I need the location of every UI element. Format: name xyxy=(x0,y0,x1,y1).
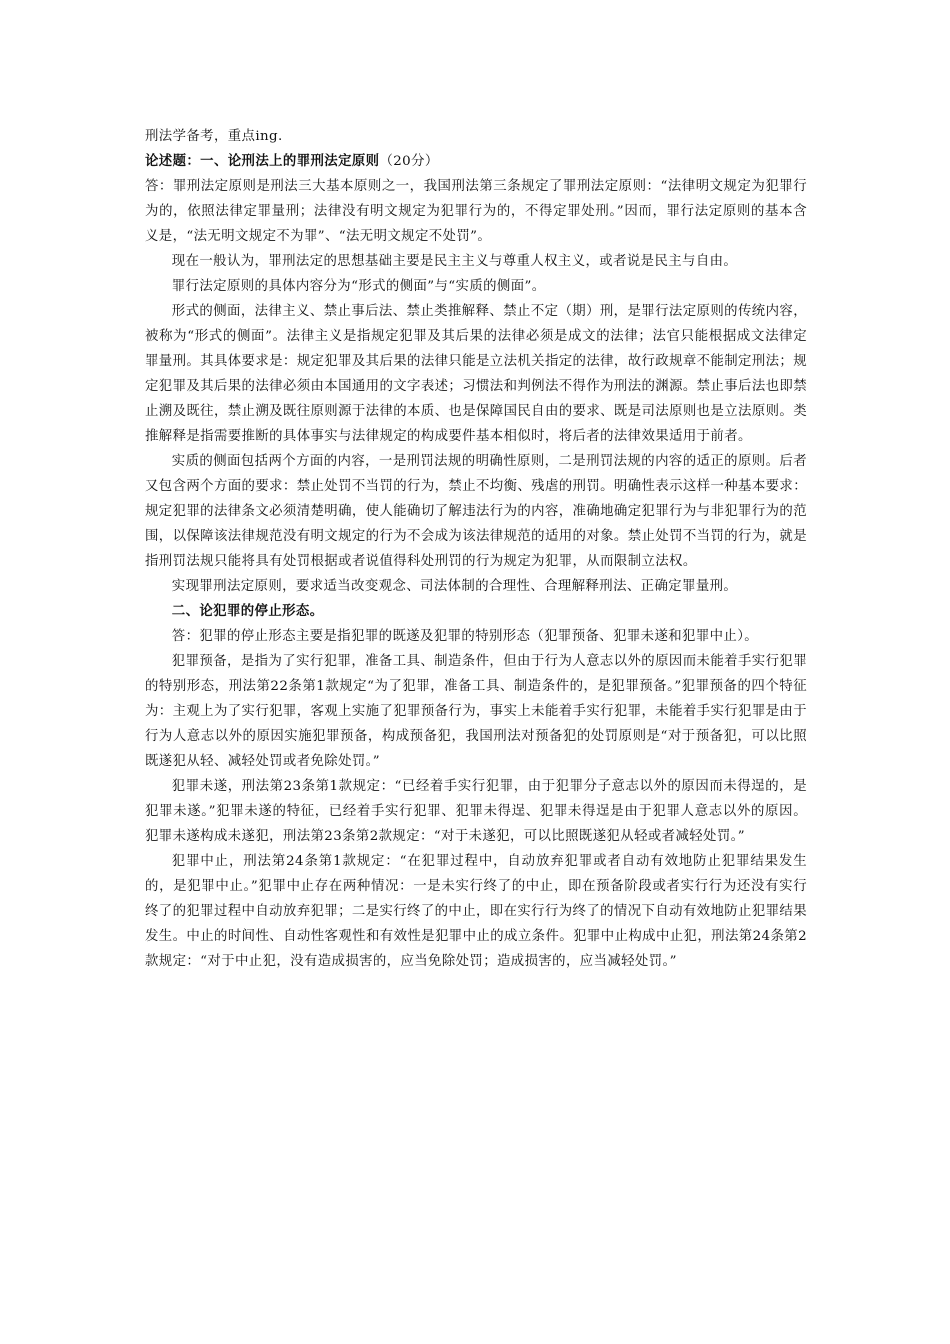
q2-paragraph: 犯罪未遂，刑法第23条第1款规定：“已经着手实行犯罪，由于犯罪分子意志以外的原因而未得逞的，是犯罪未遂。”犯罪未遂的特征，已经着手实行犯罪、犯罪未得逞、犯罪未得逞是由于犯罪人意志以外的原因。犯罪未遂构成未遂犯，刑法第23条第2款规定：“对于未遂犯，可以比照既遂犯从轻或者减轻处罚。” xyxy=(145,779,807,844)
q2-title: 二、论犯罪的停止形态。 xyxy=(171,603,324,619)
document-page xyxy=(145,124,807,974)
q1-paragraph: 实现罪刑法定原则，要求适当改变观念、司法体制的合理性、合理解释刑法、正确定罪量刑。 xyxy=(171,579,738,594)
q2-answer-paragraph: 答：犯罪的停止形态主要是指犯罪的既遂及犯罪的特别形态（犯罪预备、犯罪未遂和犯罪中止）。 xyxy=(171,629,759,644)
q1-heading xyxy=(145,149,807,174)
q1-paragraph: 现在一般认为，罪刑法定的思想基础主要是民主主义与尊重人权主义，或者说是民主与自由。 xyxy=(171,254,738,269)
q1-score: （20分） xyxy=(379,154,439,169)
q1-title: 论述题：一、论刑法上的罪刑法定原则 xyxy=(145,153,380,169)
q1-answer-paragraph: 答：罪刑法定原则是刑法三大基本原则之一，我国刑法第三条规定了罪刑法定原则：“法律明文规定为犯罪行为的，依照法律定罪量刑；法律没有明文规定为犯罪行为的，不得定罪处刑。”因而，罪行法定原则的基本含义是，“法无明文规定不为罪”、“法无明文规定不处罚”。 xyxy=(145,179,807,244)
q2-paragraph: 犯罪中止，刑法第24条第1款规定：“在犯罪过程中，自动放弃犯罪或者自动有效地防止犯罪结果发生的，是犯罪中止。”犯罪中止存在两种情况：一是未实行终了的中止，即在预备阶段或者实行行为还没有实行终了的犯罪过程中自动放弃犯罪；二是实行终了的中止，即在实行行为终了的情况下自动有效地防止犯罪结果发生。中止的时间性、自动性客观性和有效性是犯罪中止的成立条件。犯罪中止构成中止犯，刑法第24条第2款规定：“对于中止犯，没有造成损害的，应当免除处罚；造成损害的，应当减轻处罚。” xyxy=(145,854,807,969)
q2-paragraph: 犯罪预备，是指为了实行犯罪，准备工具、制造条件，但由于行为人意志以外的原因而未能着手实行犯罪的特别形态，刑法第22条第1款规定“为了犯罪，准备工具、制造条件的，是犯罪预备。”犯罪预备的四个特征为：主观上为了实行犯罪，客观上实施了犯罪预备行为，事实上未能着手实行犯罪，未能着手实行犯罪是由于行为人意志以外的原因实施犯罪预备，构成预备犯，我国刑法对预备犯的处罚原则是“对于预备犯，可以比照既遂犯从轻、减轻处罚或者免除处罚。” xyxy=(145,654,807,769)
q1-paragraph: 罪行法定原则的具体内容分为“形式的侧面”与“实质的侧面”。 xyxy=(171,279,546,294)
q1-paragraph: 形式的侧面，法律主义、禁止事后法、禁止类推解释、禁止不定（期）刑，是罪行法定原则的传统内容，被称为“形式的侧面”。法律主义是指规定犯罪及其后果的法律必须是成文的法律；法官只能根据成文法律定罪量刑。其具体要求是：规定犯罪及其后果的法律只能是立法机关指定的法律，故行政规章不能制定刑法；规定犯罪及其后果的法律必须由本国通用的文字表述；习惯法和判例法不得作为刑法的渊源。禁止事后法也即禁止溯及既往，禁止溯及既往原则源于法律的本质、也是保障国民自由的要求、既是司法原则也是立法原则。类推解释是指需要推断的具体事实与法律规定的构成要件基本相似时，将后者的法律效果适用于前者。 xyxy=(145,304,807,444)
header-note: 刑法学备考，重点ing. xyxy=(145,129,283,144)
q1-paragraph: 实质的侧面包括两个方面的内容，一是刑罚法规的明确性原则，二是刑罚法规的内容的适正的原则。后者又包含两个方面的要求：禁止处罚不当罚的行为，禁止不均衡、残虐的刑罚。明确性表示这样一种基本要求：规定犯罪的法律条文必须清楚明确，使人能确切了解违法行为的内容，准确地确定犯罪行为与非犯罪行为的范围，以保障该法律规范没有明文规定的行为不会成为该法律规范的适用的对象。禁止处罚不当罚的行为，就是指刑罚法规只能将具有处罚根据或者说值得科处刑罚的行为规定为犯罪，从而限制立法权。 xyxy=(145,454,807,569)
